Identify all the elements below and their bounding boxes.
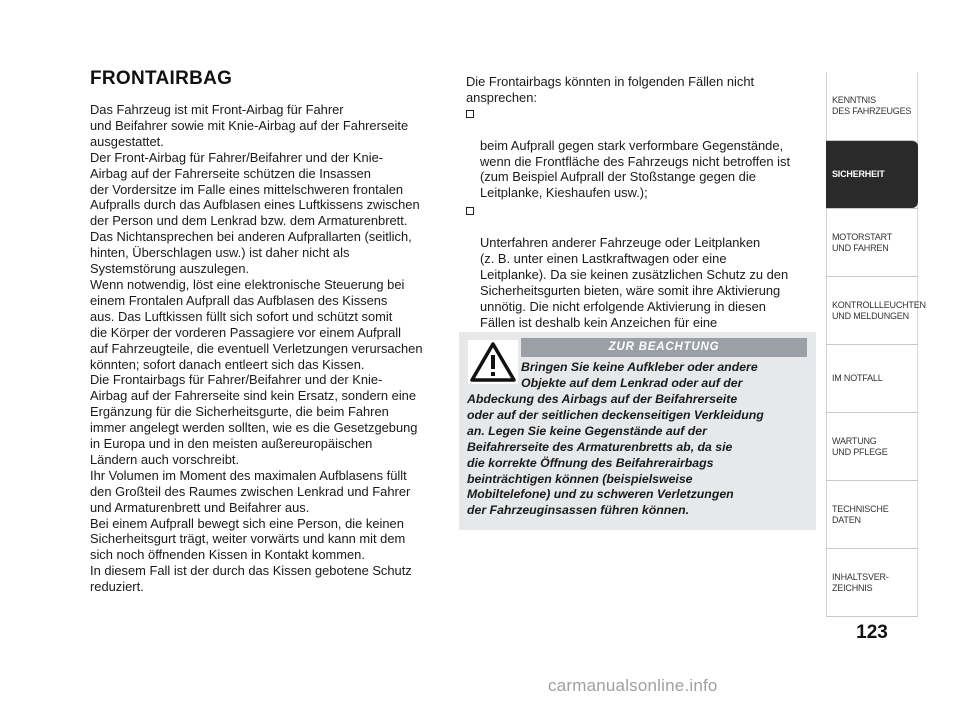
non-activation-list [466,106,816,347]
warning-triangle-icon [468,340,518,384]
section-paragraph: Das Fahrzeug ist mit Front-Airbag für Fahrer und Beifahrer sowie mit Knie-Airbag auf der Fahrerseite ausgestattet. Der Front-Airbag für Fahrer/Beifahrer und der Knie- Airbag auf der Fahrerseite schützen die Insassen der Vordersitze im Falle eines mittelschweren frontalen Aufpralls durch das Aufblasen eines Luftkissens zwischen der Person und dem Lenkrad bzw. dem Armaturenbrett. Das Nichtansprechen bei anderen Aufprallarten (seitlich, hinten, Überschlagen usw.) ist daher nicht als Systemstörung auszulegen. Wenn notwendig, löst eine elektronische Steuerung bei einem Frontalen Aufprall das Aufblasen des Kissens aus. Das Luftkissen füllt sich sofort und schützt somit die Körper der vorderen Passagiere vor einem Aufprall auf Fahrzeugteile, die eventuell Verletzungen verursachen könnten; sofort danach entleert sich das Kissen. Die Frontairbags für Fahrer/Beifahrer und der Knie- Airbag auf der Fahrerseite sind kein Ersatz, sondern eine Ergänzung für die Sicherheitsgurte, die beim Fahren immer angelegt werden sollten, wie es die Gesetzgebung in Europa und in den meisten außereuropäischen Ländern auch vorschreibt. Ihr Volumen im Moment des maximalen Aufblasens füllt den Großteil des Raumes zwischen Lenkrad und Fahrer und Armaturenbrett und Beifahrer aus. Bei einem Aufprall bewegt sich eine Person, die keinen Sicherheitsgurt trägt, weiter vorwärts und kann mit dem sich noch öffnenden Kissen in Kontakt kommen. In diesem Fall ist der durch das Kissen gebotene Schutz reduziert. [90,102,423,595]
list-item [466,106,816,201]
tab-rail-bottom [826,616,918,617]
tab-inhaltsverzeichnis[interactable]: INHALTSVER- ZEICHNIS [826,548,918,616]
warning-text-lead: Bringen Sie keine Aufkleber oder andere Objekte auf dem Lenkrad oder auf der [521,360,758,390]
non-activation-section [466,74,816,348]
chapter-tabs [826,72,926,616]
checkbox-bullet-icon [466,110,474,118]
watermark: carmanualsonline.info [548,676,718,695]
tab-im-notfall[interactable]: IM NOTFALL [826,344,918,412]
tab-motorstart-und-fahren[interactable]: MOTORSTART UND FAHREN [826,208,918,276]
section-heading: FRONTAIRBAG [90,68,233,89]
list-item-text: Unterfahren anderer Fahrzeuge oder Leitplanken (z. B. unter einen Lastkraftwagen oder eine Leitplanke). Da sie keinen zusätzlichen Schutz zu den Sicherheitsgurten bieten, wäre somit ihre Aktivierung unnötig. Die nicht erfolgende Aktivierung in diesen Fällen ist deshalb kein Anzeichen für eine [480,235,789,330]
tab-sicherheit[interactable]: SICHERHEIT [826,140,918,208]
list-item [466,203,816,346]
warning-text: Abdeckung des Airbags auf der Beifahrerseite oder auf der seitlichen deckenseitigen Verkleidung an. Legen Sie keine Gegenstände auf der Beifahrerseite des Armaturenbretts ab, da sie die korrekte Öffnung des Beifahrerairbags beinträchtigen können (beispielsweise Mobiltelefone) und zu schweren Verletzungen der Fahrzeuginsassen führen können. [467,392,764,518]
tab-wartung-und-pflege[interactable]: WARTUNG UND PFLEGE [826,412,918,480]
frontairbag-section [90,68,442,595]
checkbox-bullet-icon [466,207,474,215]
non-activation-intro: Die Frontairbags könnten in folgenden Fällen nicht ansprechen: [466,74,755,105]
tab-technische-daten[interactable]: TECHNISCHE DATEN [826,480,918,548]
warning-title: ZUR BEACHTUNG [521,338,807,357]
page-number: 123 [856,622,888,643]
list-item-text: beim Aufprall gegen stark verformbare Gegenstände, wenn die Frontfläche des Fahrzeugs nicht betroffen ist (zum Beispiel Aufprall der Stoßstange gegen die Leitplanke, Kieshaufen usw.); [480,137,791,201]
warning-box [459,332,816,530]
tab-kontrollleuchten-und-meldungen[interactable]: KONTROLLLEUCHTEN UND MELDUNGEN [826,276,918,344]
tab-kenntnis-des-fahrzeuges[interactable]: KENNTNIS DES FAHRZEUGES [826,72,918,140]
